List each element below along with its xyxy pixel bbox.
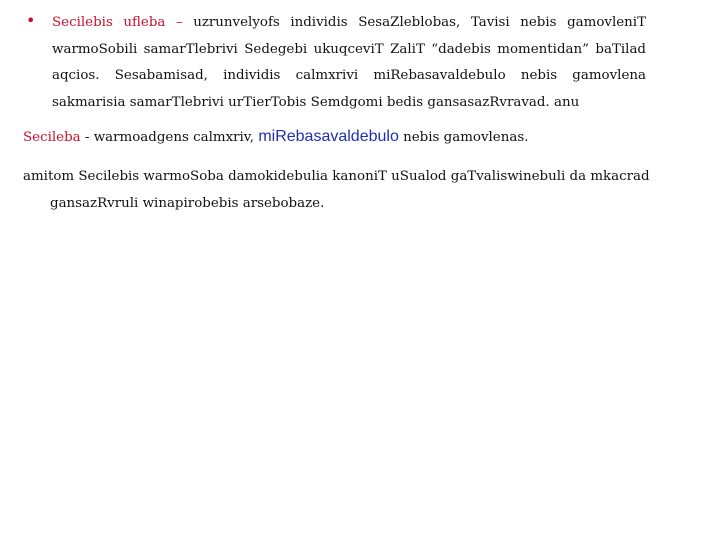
definition-middle: - warmoadgens calmxriv, bbox=[84, 130, 255, 145]
bullet-term: Secilebis ufleba – bbox=[52, 15, 183, 30]
definition-end: nebis gamovlenas. bbox=[403, 130, 529, 145]
definition-line bbox=[23, 124, 703, 151]
bullet-dot-icon: • bbox=[26, 11, 36, 30]
paragraph: amitom Secilebis warmoSoba damokidebulia kanoniT uSualod gaTvaliswinebuli da mkacrad gansazRvruli winapirobebis arsebobaze. bbox=[23, 169, 650, 211]
definition-term: Secileba bbox=[23, 130, 81, 145]
bullet-body: uzrunvelyofs individis SesaZleblobas, Tavisi nebis gamovleniT warmoSobili samarTlebrivi Sedegebi ukuqceviT ZaliT “dadebis momentidan” baTilad aqcios. Sesabamisad, individis calmxrivi miRebasavaldebulo nebis gamovlena sakmarisia samarTlebrivi urTierTobis Semdgomi bedis gansasazRvravad. anu bbox=[52, 15, 646, 110]
bullet-text bbox=[52, 10, 646, 116]
definition-emphasis: miRebasavaldebulo bbox=[258, 128, 399, 145]
bullet-item bbox=[26, 10, 646, 116]
